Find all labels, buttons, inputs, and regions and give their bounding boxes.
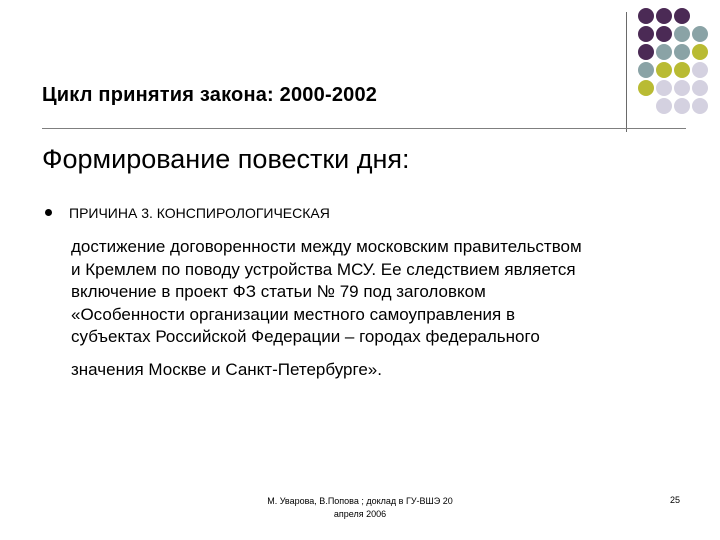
decorative-dot <box>692 26 708 42</box>
decorative-dot <box>656 8 672 24</box>
page-number: 25 <box>669 495 680 505</box>
decorative-dot <box>674 98 690 114</box>
decorative-dot <box>674 80 690 96</box>
decorative-dot <box>656 98 672 114</box>
bullet-label: ПРИЧИНА 3. КОНСПИРОЛОГИЧЕСКАЯ <box>69 205 330 221</box>
decorative-dot <box>656 26 672 42</box>
decorative-dot <box>656 62 672 78</box>
footer-credit-line: апреля 2006 <box>333 509 387 519</box>
decorative-dot <box>656 80 672 96</box>
decorative-dot <box>656 44 672 60</box>
slide-header-title: Цикл принятия закона: 2000-2002 <box>42 84 378 106</box>
body-line: и Кремлем по поводу устройства МСУ. Ее следствием является <box>71 259 576 279</box>
decorative-dot <box>674 8 690 24</box>
body-line: «Особенности организации местного самоуправления в <box>71 304 515 324</box>
bullet-icon <box>45 209 52 216</box>
decorative-dot <box>674 62 690 78</box>
decorative-dot <box>638 80 654 96</box>
decorative-dot <box>674 44 690 60</box>
body-paragraph <box>71 236 691 381</box>
decorative-dot <box>692 80 708 96</box>
body-line: субъектах Российской Федерации – городах федерального <box>71 327 540 346</box>
decorative-dot <box>638 8 654 24</box>
decorative-dot <box>638 44 654 60</box>
decorative-dot <box>692 98 708 114</box>
decorative-dot <box>674 26 690 42</box>
decorative-dot <box>692 62 708 78</box>
footer-credit-line: М. Уварова, В.Попова ; доклад в ГУ-ВШЭ 20 <box>267 496 453 506</box>
decorative-vertical-line <box>626 12 627 132</box>
body-line: включение в проект ФЗ статьи № 79 под заголовком <box>71 282 486 301</box>
main-heading: Формирование повестки дня: <box>42 144 410 174</box>
decorative-dot <box>692 44 708 60</box>
decorative-dot <box>638 62 654 78</box>
body-line: достижение договоренности между московским правительством <box>71 237 582 256</box>
header-divider <box>42 128 686 129</box>
body-line: значения Москве и Санкт-Петербурге». <box>71 359 382 379</box>
decorative-dot <box>638 26 654 42</box>
decorative-dot-grid <box>638 8 718 120</box>
footer-credit <box>240 495 480 521</box>
